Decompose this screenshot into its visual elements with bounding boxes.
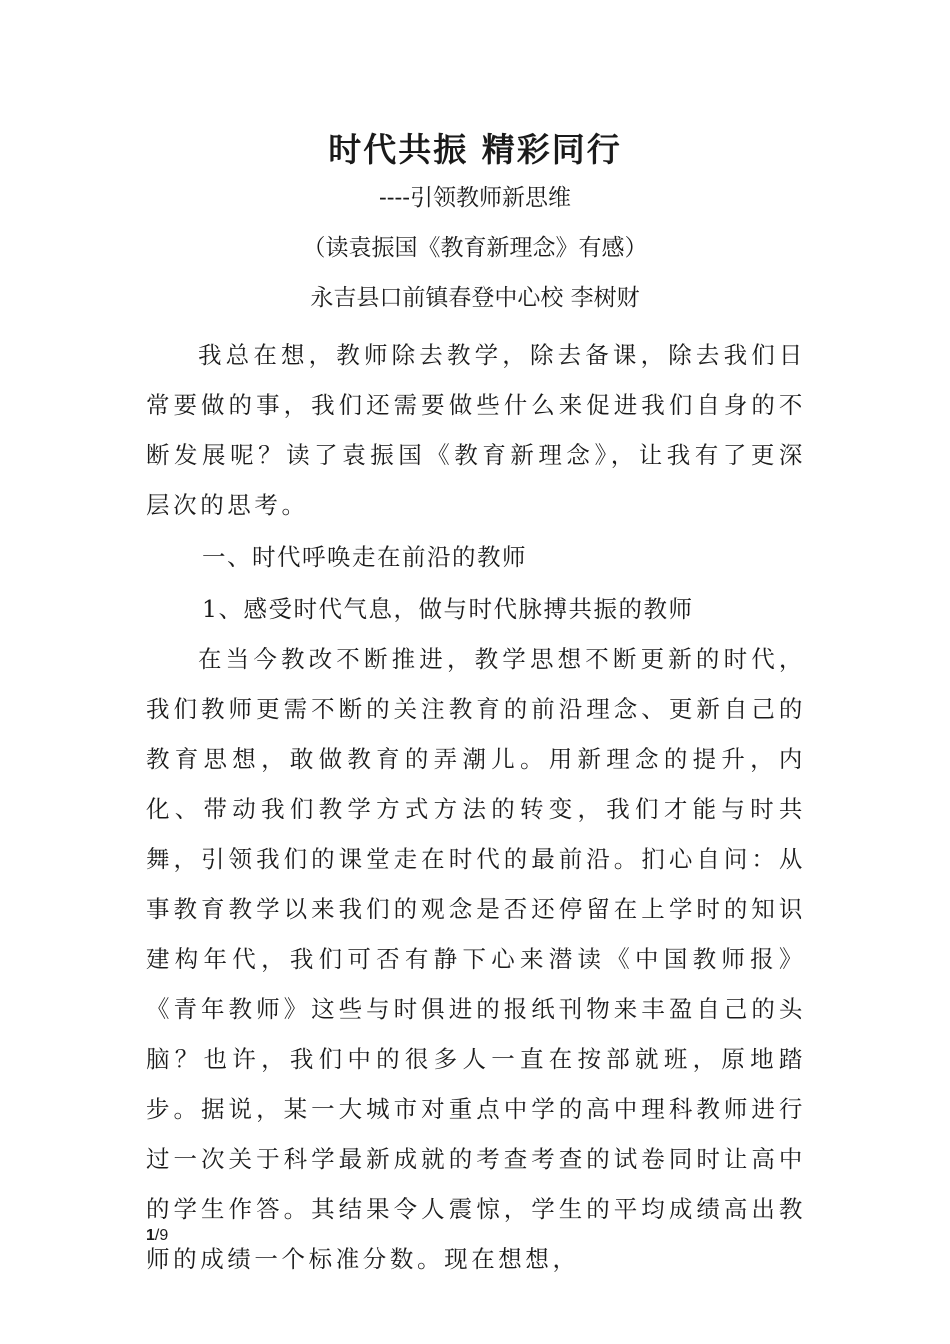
body-paragraph: 在当今教改不断推进，教学思想不断更新的时代，我们教师更需不断的关注教育的前沿理念、更新自己的教育思想，敢做教育的弄潮儿。用新理念的提升，内化、带动我们教学方式方法的转变，我们才能与时共舞，引领我们的课堂走在时代的最前沿。扪心自问：从事教育教学以来我们的观念是否还停留在上学时的知识建构年代，我们可否有静下心来潜读《中国教师报》《青年教师》这些与时俱进的报纸刊物来丰盈自己的头脑？也许，我们中的很多人一直在按部就班，原地踏步。据说，某一大城市对重点中学的高中理科教师进行过一次关于科学最新成就的考查考查的试卷同时让高中的学生作答。其结果令人震惊，学生的平均成绩高出教师的成绩一个标准分数。现在想想， [146, 645, 806, 1273]
page-number-current: 1 [146, 1227, 155, 1244]
document-subtitle: ----引领教师新思维 [378, 185, 572, 211]
document-title: 时代共振 精彩同行 [328, 130, 622, 169]
reading-note: （读袁振国《教育新理念》有感） [302, 235, 648, 261]
page-number [146, 1226, 168, 1246]
page-number-total: 9 [159, 1227, 169, 1244]
body-paragraph: 我总在想，教师除去教学，除去备课，除去我们日常要做的事，我们还需要做些什么来促进我们自身的不断发展呢？读了袁振国《教育新理念》，让我有了更深层次的思考。 [146, 341, 806, 519]
page-number-separator: / [154, 1227, 160, 1244]
subsection-heading: 1、感受时代气息，做与时代脉搏共振的教师 [202, 595, 694, 623]
section-heading: 一、时代呼唤走在前沿的教师 [202, 543, 527, 571]
document-body [146, 330, 806, 1284]
author-line: 永吉县口前镇春登中心校 李树财 [310, 285, 640, 311]
